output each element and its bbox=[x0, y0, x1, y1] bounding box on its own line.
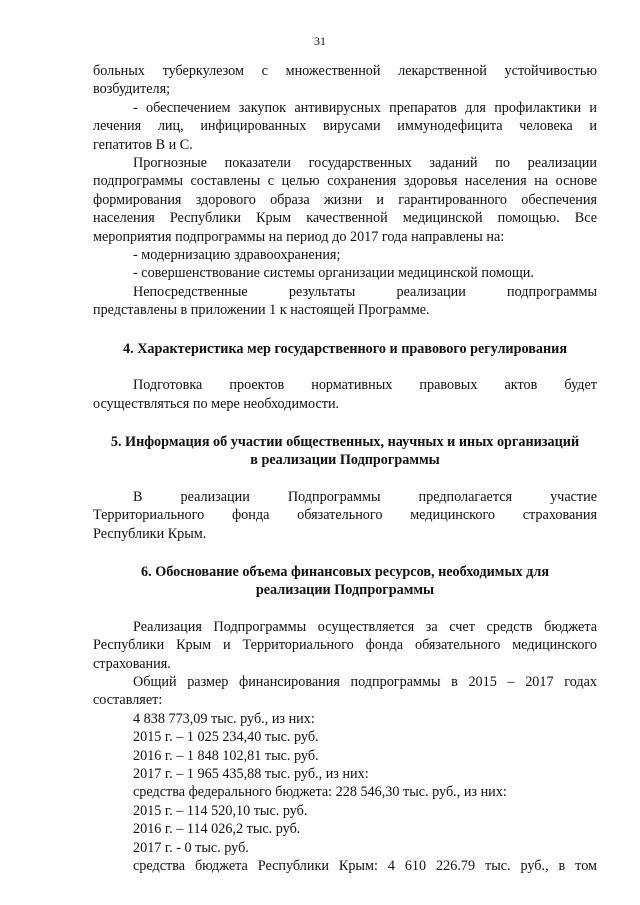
text-line: Территориального фонда обязательного медицинского страхования bbox=[93, 507, 597, 524]
text-line: мероприятия подпрограммы на период до 2017 года направлены на: bbox=[93, 228, 505, 245]
text-line: 2016 г. – 114 026,2 тыс. руб. bbox=[133, 821, 301, 838]
section-heading: 5. Информация об участии общественных, научных и иных организаций bbox=[110, 433, 580, 450]
section-heading: 6. Обоснование объема финансовых ресурсов, необходимых для bbox=[141, 563, 549, 580]
text-line: составляет: bbox=[93, 692, 163, 709]
text-line: Общий размер финансирования подпрограммы в 2015 – 2017 годах bbox=[133, 673, 597, 690]
text-line: больных туберкулезом с множественной лекарственной устойчивостью bbox=[93, 63, 597, 79]
text-line: 4 838 773,09 тыс. руб., из них: bbox=[133, 710, 315, 727]
text-line: 2015 г. – 1 025 234,40 тыс. руб. bbox=[133, 729, 319, 746]
section-heading: 4. Характеристика мер государственного и правового регулирования bbox=[123, 340, 567, 357]
text-line: формирования здорового образа жизни и гарантированного обеспечения bbox=[93, 191, 597, 208]
text-line: - обеспечением закупок антивирусных препаратов для профилактики и bbox=[133, 99, 597, 116]
text-line: Реализация Подпрограммы осуществляется за счет средств бюджета bbox=[133, 618, 597, 635]
text-line: гепатитов В и С. bbox=[93, 136, 193, 153]
text-line: страхования. bbox=[93, 655, 171, 672]
text-line: представлены в приложении 1 к настоящей Программе. bbox=[93, 302, 430, 319]
text-line: 2017 г. – 1 965 435,88 тыс. руб., из них: bbox=[133, 766, 369, 782]
text-line: населения Республики Крым качественной медицинской помощью. Все bbox=[93, 210, 597, 227]
list-item: - модернизацию здравоохранения; bbox=[133, 247, 341, 264]
text-line: средства бюджета Республики Крым: 4 610 226.79 тыс. руб., в том bbox=[133, 858, 597, 875]
text-line: средства федерального бюджета: 228 546,30 тыс. руб., из них: bbox=[133, 784, 507, 801]
section-heading: реализации Подпрограммы bbox=[255, 582, 435, 599]
text-line: Прогнозные показатели государственных заданий по реализации bbox=[133, 155, 597, 172]
text-line: 2016 г. – 1 848 102,81 тыс. руб. bbox=[133, 747, 319, 764]
text-line: лечения лиц, инфицированных вирусами иммунодефицита человека и bbox=[93, 118, 597, 135]
text-line: Республики Крым и Территориального фонда обязательного медицинского bbox=[93, 637, 597, 654]
text-line: Подготовка проектов нормативных правовых актов будет bbox=[133, 377, 597, 394]
text-line: возбудителя; bbox=[93, 81, 171, 98]
page-number: 31 bbox=[314, 34, 326, 48]
document-body bbox=[93, 62, 597, 875]
text-line: Республики Крым. bbox=[93, 525, 207, 542]
text-line: 2015 г. – 114 520,10 тыс. руб. bbox=[133, 802, 308, 819]
text-line: В реализации Подпрограммы предполагается участие bbox=[133, 488, 597, 505]
text-line: подпрограммы составлены с целью сохранения здоровья населения на основе bbox=[93, 173, 597, 190]
list-item: - совершенствование системы организации медицинской помощи. bbox=[133, 265, 534, 282]
section-heading: в реализации Подпрограммы bbox=[250, 452, 440, 469]
text-line: 2017 г. - 0 тыс. руб. bbox=[133, 839, 249, 856]
text-line: Непосредственные результаты реализации подпрограммы bbox=[133, 283, 597, 300]
text-line: осуществляться по мере необходимости. bbox=[93, 395, 340, 412]
